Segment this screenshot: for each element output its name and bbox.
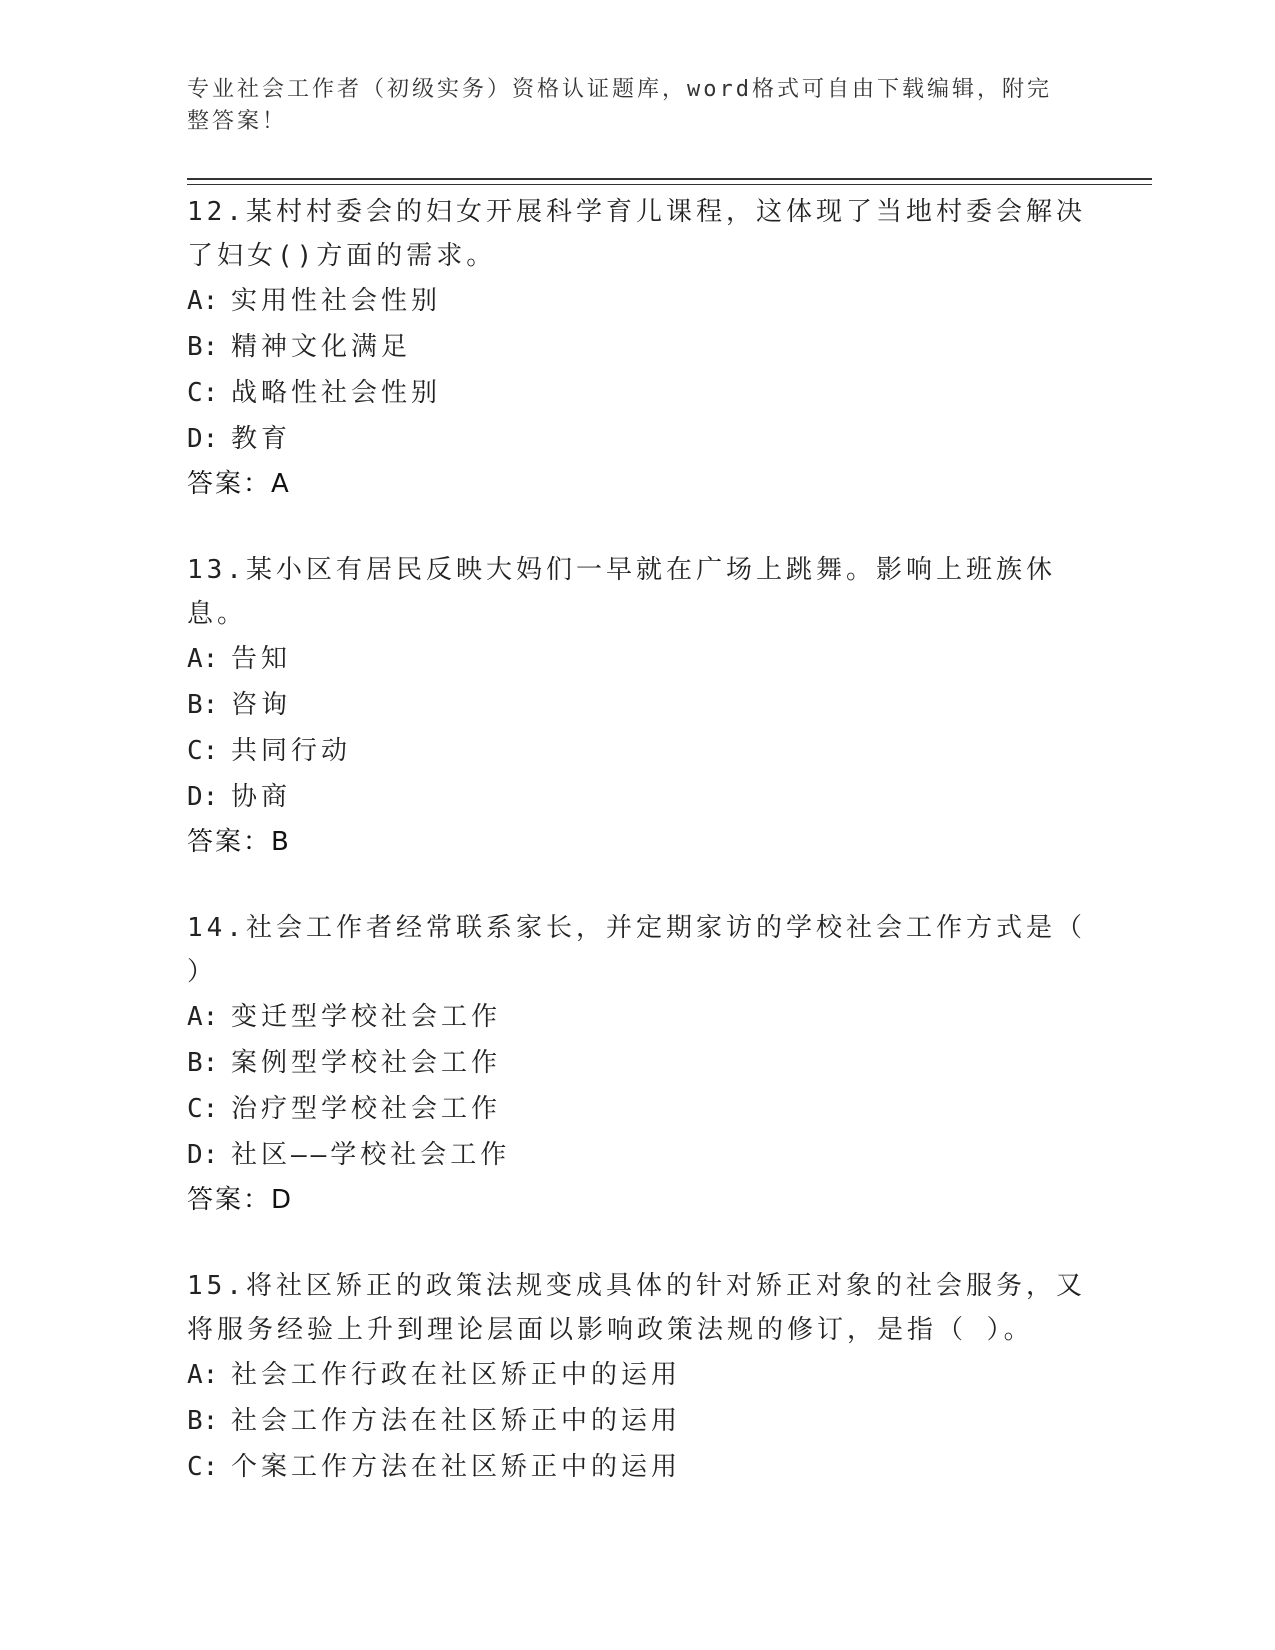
option-label: C: [187,736,219,766]
question-12 [187,190,1087,506]
option-text: 精神文化满足 [231,332,412,362]
option-text: 社会工作行政在社区矫正中的运用 [231,1360,682,1390]
header-rule-thick [187,178,1152,180]
option-label: C: [187,378,219,408]
option-c [187,1444,1087,1490]
question-stem: 15.将社区矫正的政策法规变成具体的针对矫正对象的社会服务，又将服务经验上升到理论层面以影响政策法规的修订，是指（ ）。 [187,1271,1086,1345]
option-text: 治疗型学校社会工作 [231,1094,502,1124]
header-rule-thin [187,184,1152,185]
option-b [187,1398,1087,1444]
option-text: 社会工作方法在社区矫正中的运用 [231,1406,682,1436]
option-d [187,416,1087,462]
option-text: 咨询 [231,690,292,720]
option-text: 战略性社会性别 [231,378,442,408]
question-stem: 14.社会工作者经常联系家长，并定期家访的学校社会工作方式是（ ） [187,913,1086,987]
option-label: B: [187,1048,219,1078]
answer: 答案：A [187,469,291,499]
option-label: A: [187,1360,219,1390]
option-text: 共同行动 [231,736,352,766]
option-b [187,324,1087,370]
option-label: A: [187,1002,219,1032]
option-label: D: [187,1140,219,1170]
question-14 [187,906,1087,1222]
option-text: 变迁型学校社会工作 [231,1002,502,1032]
question-stem: 12.某村村委会的妇女开展科学育儿课程，这体现了当地村委会解决了妇女()方面的需求。 [187,197,1086,271]
option-label: A: [187,286,219,316]
option-label: D: [187,424,219,454]
option-text: 教育 [231,424,292,454]
option-text: 案例型学校社会工作 [231,1048,502,1078]
option-label: B: [187,332,219,362]
option-c [187,728,1087,774]
option-d [187,774,1087,820]
option-text: 告知 [231,644,292,674]
option-a [187,278,1087,324]
option-b [187,682,1087,728]
option-c [187,370,1087,416]
option-label: C: [187,1094,219,1124]
question-stem: 13.某小区有居民反映大妈们一早就在广场上跳舞。影响上班族休息。 [187,555,1056,629]
option-a [187,994,1087,1040]
option-label: B: [187,690,219,720]
option-a [187,1352,1087,1398]
option-c [187,1086,1087,1132]
document-header: 专业社会工作者（初级实务）资格认证题库，word格式可自由下载编辑，附完整答案！ [187,77,1052,134]
answer: 答案：B [187,827,291,857]
option-label: A: [187,644,219,674]
answer: 答案：D [187,1185,294,1215]
option-text: 实用性社会性别 [231,286,442,316]
option-label: C: [187,1452,219,1482]
question-13 [187,548,1087,864]
option-text: 社区——学校社会工作 [231,1140,511,1170]
option-label: B: [187,1406,219,1436]
option-text: 个案工作方法在社区矫正中的运用 [231,1452,682,1482]
question-list [187,190,1087,1532]
question-15 [187,1264,1087,1490]
option-a [187,636,1087,682]
option-label: D: [187,782,219,812]
option-b [187,1040,1087,1086]
option-d [187,1132,1087,1178]
option-text: 协商 [231,782,292,812]
